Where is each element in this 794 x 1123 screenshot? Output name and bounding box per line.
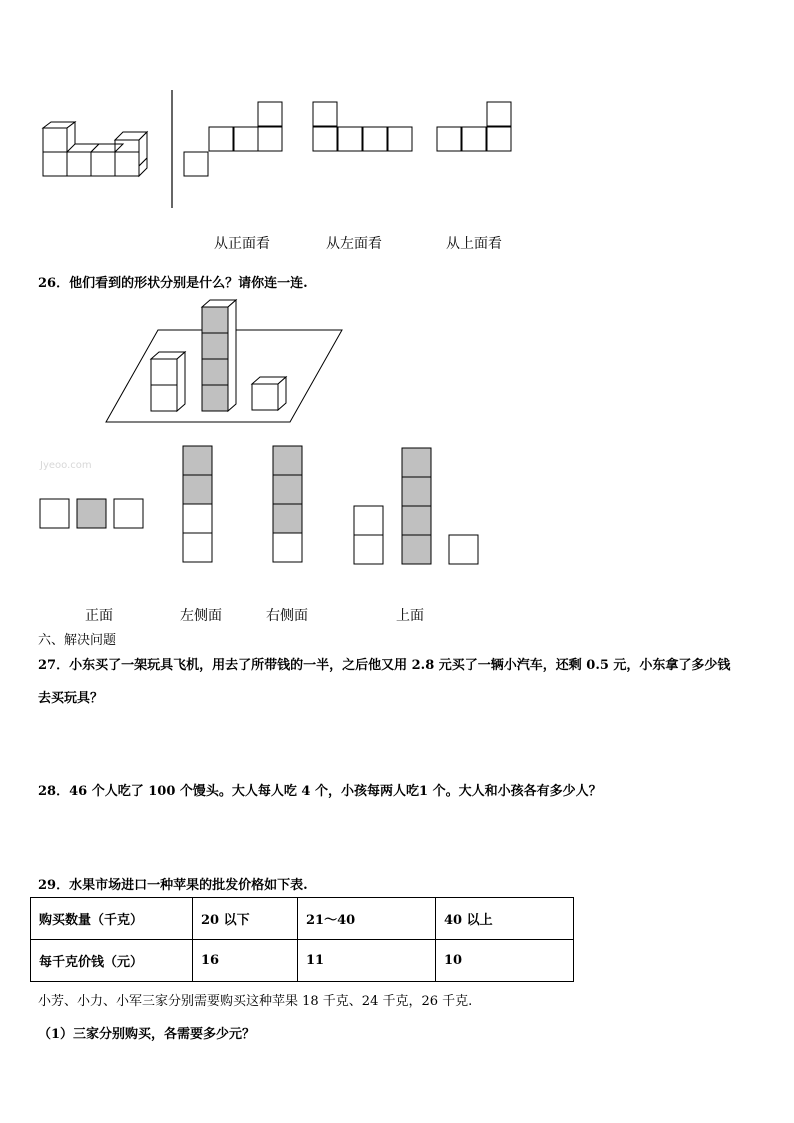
top-views-figure — [0, 0, 794, 300]
table-cell: 每千克价钱（元） — [31, 940, 193, 982]
question-29: 29．水果市场进口一种苹果的批发价格如下表. — [38, 878, 308, 893]
label-front: 正面 — [85, 608, 113, 624]
table-cell: 16 — [193, 940, 298, 982]
table-cell: 21～40 — [298, 898, 436, 940]
table-cell: 11 — [298, 940, 436, 982]
table-row — [31, 940, 574, 982]
tall-cube-stack — [202, 300, 236, 411]
question-27-line1: 27．小东买了一架玩具飞机，用去了所带钱的一半，之后他又用 2.8 元买了一辆小汽车，还剩 0.5 元，小东拿了多少钱 — [38, 658, 731, 673]
shape-option-1 — [40, 499, 143, 528]
price-table — [30, 897, 574, 982]
label-top-view: 从上面看 — [446, 236, 502, 252]
q26-figure — [0, 290, 794, 890]
question-27-line2: 去买玩具？ — [38, 691, 104, 706]
table-cell: 购买数量（千克） — [31, 898, 193, 940]
view-left-grid — [313, 102, 412, 151]
view-front-grid — [184, 102, 282, 176]
label-front-view: 从正面看 — [214, 236, 270, 252]
question-29-sub1: （1）三家分别购买，各需要多少元？ — [38, 1027, 256, 1042]
question-28: 28．46 个人吃了 100 个馒头。大人每人吃 4 个，小孩每两人吃1 个。大人和小孩各有多少人？ — [38, 784, 602, 799]
label-top: 上面 — [396, 608, 424, 624]
question-26: 26．他们看到的形状分别是什么？请你连一连. — [38, 276, 308, 291]
table-cell: 40 以上 — [436, 898, 574, 940]
table-row — [31, 898, 574, 940]
cube-structure-3d — [43, 122, 147, 176]
single-cube — [252, 377, 286, 410]
label-right-side: 右侧面 — [266, 608, 308, 624]
label-left-side: 左侧面 — [180, 608, 222, 624]
shape-option-3 — [273, 446, 302, 562]
section-6-title: 六、解决问题 — [38, 633, 117, 648]
question-29-context: 小芳、小力、小军三家分别需要购买这种苹果 18 千克、24 千克，26 千克. — [38, 994, 473, 1009]
shape-option-4 — [354, 448, 478, 564]
watermark-text: Jyeoo.com — [40, 460, 92, 471]
left-cube-stack — [151, 352, 185, 411]
table-cell: 20 以下 — [193, 898, 298, 940]
label-left-view: 从左面看 — [326, 236, 382, 252]
shape-option-2 — [183, 446, 212, 562]
view-top-grid — [437, 102, 511, 151]
table-cell: 10 — [436, 940, 574, 982]
